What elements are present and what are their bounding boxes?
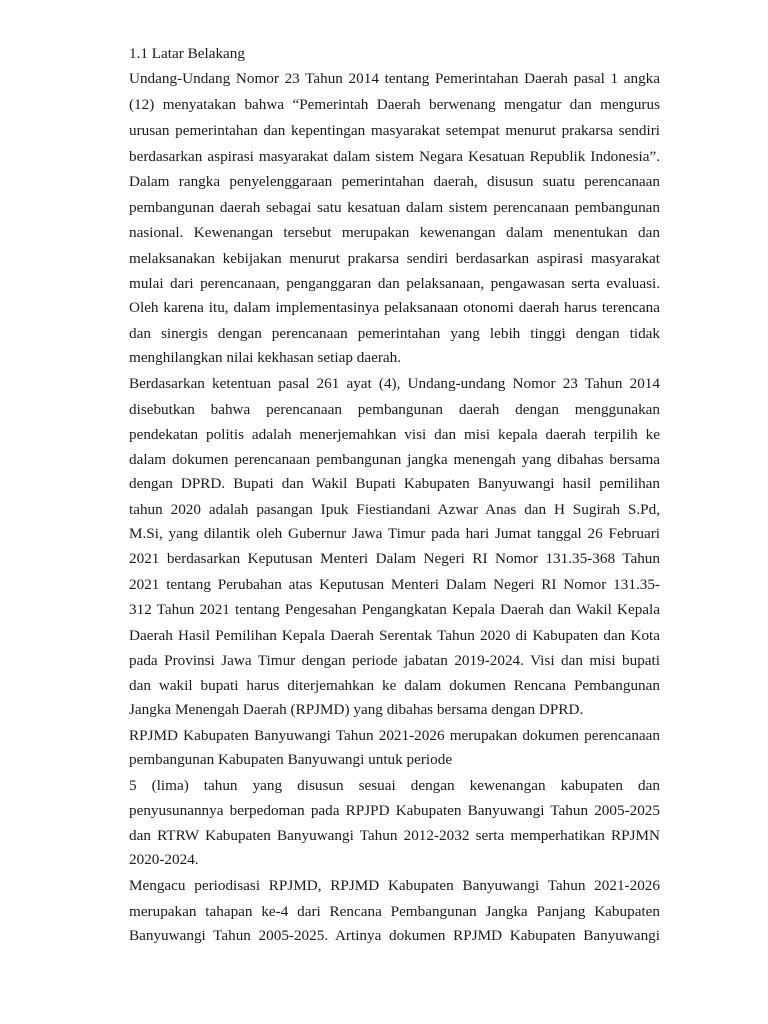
- text-line: tahun 2020 adalah pasangan Ipuk Fiestiandani Azwar Anas dan H Sugirah S.Pd,: [129, 501, 660, 518]
- text-line: menghilangkan nilai kekhasan setiap daerah.: [129, 349, 402, 366]
- text-line: Oleh karena itu, dalam implementasinya pelaksanaan otonomi daerah harus terencana: [129, 299, 660, 316]
- text-line: nasional. Kewenangan tersebut merupakan kewenangan dalam menentukan dan: [129, 224, 660, 241]
- text-line: dan sinergis dengan perencanaan pemerintahan yang lebih tinggi dengan tidak: [129, 325, 660, 342]
- text-line: M.Si, yang dilantik oleh Gubernur Jawa Timur pada hari Jumat tanggal 26 Februari: [129, 525, 660, 542]
- text-line: 2021 tentang Perubahan atas Keputusan Menteri Dalam Negeri RI Nomor 131.35-: [129, 576, 660, 593]
- text-line: Dalam rangka penyelenggaraan pemerintahan daerah, disusun suatu perencanaan: [129, 173, 660, 190]
- text-line: 312 Tahun 2021 tentang Pengesahan Pengangkatan Kepala Daerah dan Wakil Kepala: [129, 601, 660, 618]
- text-line: Undang-Undang Nomor 23 Tahun 2014 tentang Pemerintahan Daerah pasal 1 angka: [129, 70, 660, 87]
- text-line: RPJMD Kabupaten Banyuwangi Tahun 2021-2026 merupakan dokumen perencanaan: [129, 727, 660, 744]
- text-line: pembangunan Kabupaten Banyuwangi untuk periode: [129, 751, 453, 768]
- text-line: pendekatan politis adalah menerjemahkan visi dan misi kepala daerah terpilih ke: [129, 426, 660, 443]
- text-line: melaksanakan kebijakan menurut prakarsa sendiri berdasarkan aspirasi masyarakat: [129, 250, 660, 267]
- text-line: berdasarkan aspirasi masyarakat dalam sistem Negara Kesatuan Republik Indonesia”.: [129, 148, 660, 165]
- text-line: penyusunannya berpedoman pada RPJPD Kabupaten Banyuwangi Tahun 2005-2025: [129, 802, 660, 819]
- text-line: Daerah Hasil Pemilihan Kepala Daerah Serentak Tahun 2020 di Kabupaten dan Kota: [129, 627, 660, 644]
- section-heading: 1.1 Latar Belakang: [129, 45, 245, 62]
- text-line: urusan pemerintahan dan kepentingan masyarakat setempat menurut prakarsa sendiri: [129, 122, 660, 139]
- text-line: (12) menyatakan bahwa “Pemerintah Daerah berwenang mengatur dan mengurus: [129, 96, 660, 113]
- text-line: dalam dokumen perencanaan pembangunan jangka menengah yang dibahas bersama: [129, 451, 660, 468]
- text-line: Jangka Menengah Daerah (RPJMD) yang dibahas bersama dengan DPRD.: [129, 701, 584, 718]
- text-line: 5 (lima) tahun yang disusun sesuai dengan kewenangan kabupaten dan: [129, 777, 660, 794]
- text-line: dan wakil bupati harus diterjemahkan ke dalam dokumen Rencana Pembangunan: [129, 677, 660, 694]
- text-line: pada Provinsi Jawa Timur dengan periode jabatan 2019-2024. Visi dan misi bupati: [129, 652, 660, 669]
- text-line: Mengacu periodisasi RPJMD, RPJMD Kabupaten Banyuwangi Tahun 2021-2026: [129, 877, 660, 894]
- text-line: disebutkan bahwa perencanaan pembangunan daerah dengan menggunakan: [129, 401, 660, 418]
- text-line: Banyuwangi Tahun 2005-2025. Artinya dokumen RPJMD Kabupaten Banyuwangi: [129, 927, 660, 944]
- text-line: 2020-2024.: [129, 851, 199, 868]
- text-line: 2021 berdasarkan Keputusan Menteri Dalam Negeri RI Nomor 131.35-368 Tahun: [129, 550, 660, 567]
- text-line: Berdasarkan ketentuan pasal 261 ayat (4), Undang-undang Nomor 23 Tahun 2014: [129, 375, 660, 392]
- text-line: mulai dari perencanaan, penganggaran dan pelaksanaan, pengawasan serta evaluasi.: [129, 275, 660, 292]
- text-line: pembangunan daerah sebagai satu kesatuan dalam sistem perencanaan pembangunan: [129, 199, 660, 216]
- text-line: merupakan tahapan ke-4 dari Rencana Pembangunan Jangka Panjang Kabupaten: [129, 903, 660, 920]
- text-line: dengan DPRD. Bupati dan Wakil Bupati Kabupaten Banyuwangi hasil pemilihan: [129, 475, 660, 492]
- text-line: dan RTRW Kabupaten Banyuwangi Tahun 2012-2032 serta memperhatikan RPJMN: [129, 827, 660, 844]
